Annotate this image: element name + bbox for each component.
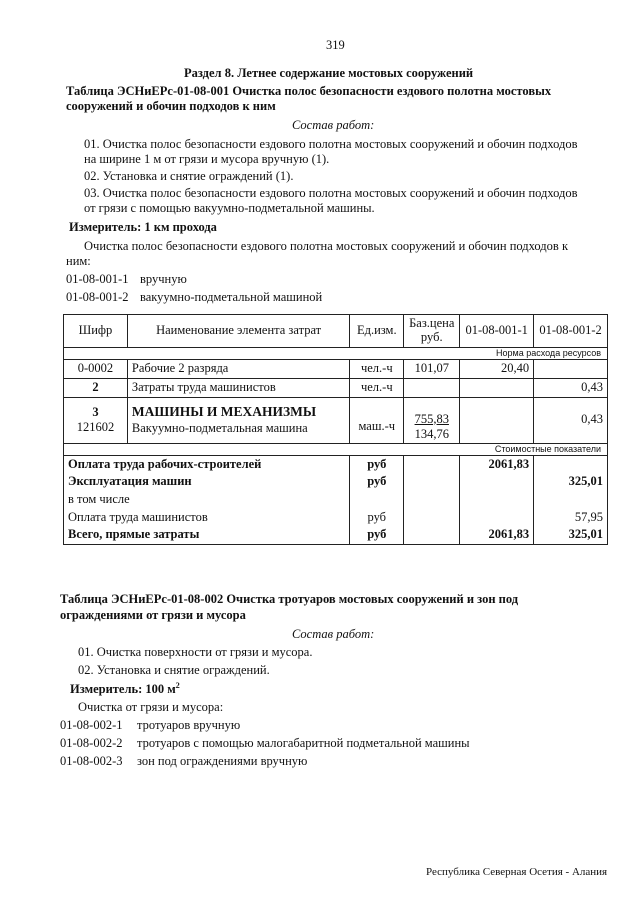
cost-unit xyxy=(350,491,404,509)
cost-name: Оплата труда машинистов xyxy=(64,509,350,527)
table2-code: 01-08-002-3 xyxy=(60,754,123,768)
cell-price-secondary: 134,76 xyxy=(414,426,449,441)
cost-v1 xyxy=(460,491,534,509)
page-footer: Республика Северная Осетия - Алания xyxy=(426,866,608,878)
table-header-row xyxy=(64,315,608,348)
cell-code: 121602 xyxy=(76,420,115,434)
cost-row-total xyxy=(64,526,608,544)
table2-meter xyxy=(70,681,180,698)
table1-meter: Измеритель: 1 км прохода xyxy=(69,220,217,234)
table2-meter-text: Измеритель: 100 м xyxy=(70,682,176,697)
cost-unit: руб xyxy=(350,455,404,473)
table1-work-heading: Состав работ: xyxy=(292,118,375,132)
table2-code: 01-08-002-2 xyxy=(60,736,123,750)
header-col1: 01-08-001-1 xyxy=(460,315,534,348)
table2-code: 01-08-002-1 xyxy=(60,718,123,732)
cost-v2 xyxy=(534,455,608,473)
table2-code-desc: тротуаров вручную xyxy=(137,718,241,732)
table1-code-desc: вакуумно-подметальной машиной xyxy=(140,290,323,304)
cell-price: 755,83 xyxy=(414,411,449,426)
cost-row xyxy=(64,509,608,527)
cost-unit: руб xyxy=(350,526,404,544)
cell-v1: 20,40 xyxy=(460,360,534,379)
page-number: 319 xyxy=(326,38,345,52)
table1-intro-line2: ним: xyxy=(66,254,91,268)
cost-row xyxy=(64,455,608,473)
resource-table xyxy=(63,314,608,545)
cost-name: Оплата труда рабочих-строителей xyxy=(64,455,350,473)
table1-work-item: на ширине 1 м от грязи и мусора вручную (1). xyxy=(84,152,330,166)
cost-v2: 57,95 xyxy=(534,509,608,527)
cost-name: в том числе xyxy=(64,491,350,509)
header-unit: Ед.изм. xyxy=(350,315,404,348)
table2-intro: Очистка от грязи и мусора: xyxy=(78,700,224,714)
cost-v1 xyxy=(460,509,534,527)
table1-work-item: от грязи с помощью вакуумно-подметальной машины. xyxy=(84,201,375,215)
cost-row xyxy=(64,491,608,509)
cell-v2: 0,43 xyxy=(534,378,608,397)
cell-unit: маш.-ч xyxy=(350,397,404,443)
table1-title-line2: сооружений и обочин подходов к ним xyxy=(66,99,276,113)
cost-v1: 2061,83 xyxy=(460,455,534,473)
table-row xyxy=(64,360,608,379)
table2-code-desc: тротуаров с помощью малогабаритной подметальной машины xyxy=(137,736,470,750)
cost-v2: 325,01 xyxy=(534,526,608,544)
table2-work-heading: Состав работ: xyxy=(292,627,375,641)
table2-meter-sup: 2 xyxy=(175,681,180,690)
table1-code: 01-08-001-2 xyxy=(66,290,129,304)
cell-name: Рабочие 2 разряда xyxy=(127,360,349,379)
table2-title-line1: Таблица ЭСНиЕРс-01-08-002 Очистка тротуаров мостовых сооружений и зон под xyxy=(60,592,519,606)
cell-price: 101,07 xyxy=(404,360,460,379)
table1-code: 01-08-001-1 xyxy=(66,272,129,286)
table2-title-line2: ограждениями от грязи и мусора xyxy=(60,608,246,622)
cost-name: Всего, прямые затраты xyxy=(64,526,350,544)
table1-work-item: 02. Установка и снятие ограждений (1). xyxy=(84,169,294,183)
cost-v1 xyxy=(460,473,534,491)
cost-v1: 2061,83 xyxy=(460,526,534,544)
cost-label-row xyxy=(64,443,608,455)
table2-work-item: 01. Очистка поверхности от грязи и мусора. xyxy=(78,645,313,659)
header-base-price: Баз.цена руб. xyxy=(404,315,460,348)
cost-v2: 325,01 xyxy=(534,473,608,491)
table1-title-line1: Таблица ЭСНиЕРс-01-08-001 Очистка полос безопасности ездового полотна мостовых xyxy=(66,84,552,98)
table-row-machines xyxy=(64,397,608,443)
cost-unit: руб xyxy=(350,509,404,527)
cell-name: Вакуумно-подметальная машина xyxy=(131,420,308,435)
cost-row xyxy=(64,473,608,491)
cell-v2 xyxy=(534,360,608,379)
table1-intro-line1: Очистка полос безопасности ездового полотна мостовых сооружений и обочин подходов к xyxy=(84,239,569,253)
table1-code-desc: вручную xyxy=(140,272,187,286)
cell-v1 xyxy=(460,378,534,397)
norm-label-row xyxy=(64,348,608,360)
cell-unit: чел.-ч xyxy=(350,360,404,379)
cell-v2: 0,43 xyxy=(534,397,608,443)
section-title: Раздел 8. Летнее содержание мостовых сооружений xyxy=(184,66,474,80)
cost-unit: руб xyxy=(350,473,404,491)
cost-name: Эксплуатация машин xyxy=(64,473,350,491)
header-cipher: Шифр xyxy=(64,315,128,348)
cost-label: Стоимостные показатели xyxy=(64,443,608,455)
table1-work-item: 03. Очистка полос безопасности ездового полотна мостовых сооружений и обочин подходов xyxy=(84,186,578,200)
cell-code: 0-0002 xyxy=(64,360,128,379)
cell-name: Затраты труда машинистов xyxy=(127,378,349,397)
table1-work-item: 01. Очистка полос безопасности ездового полотна мостовых сооружений и обочин подходов xyxy=(84,137,578,151)
header-name: Наименование элемента затрат xyxy=(127,315,349,348)
table2-code-desc: зон под ограждениями вручную xyxy=(137,754,308,768)
cell-price xyxy=(404,378,460,397)
cell-group-name: МАШИНЫ И МЕХАНИЗМЫ xyxy=(131,404,317,420)
header-col2: 01-08-001-2 xyxy=(534,315,608,348)
norm-label: Норма расхода ресурсов xyxy=(64,348,608,360)
table-row xyxy=(64,378,608,397)
cost-v2 xyxy=(534,491,608,509)
cell-code: 2 xyxy=(64,378,128,397)
cell-code-group: 3 xyxy=(92,405,99,419)
cell-v1 xyxy=(460,397,534,443)
table2-work-item: 02. Установка и снятие ограждений. xyxy=(78,663,270,677)
cell-unit: чел.-ч xyxy=(350,378,404,397)
